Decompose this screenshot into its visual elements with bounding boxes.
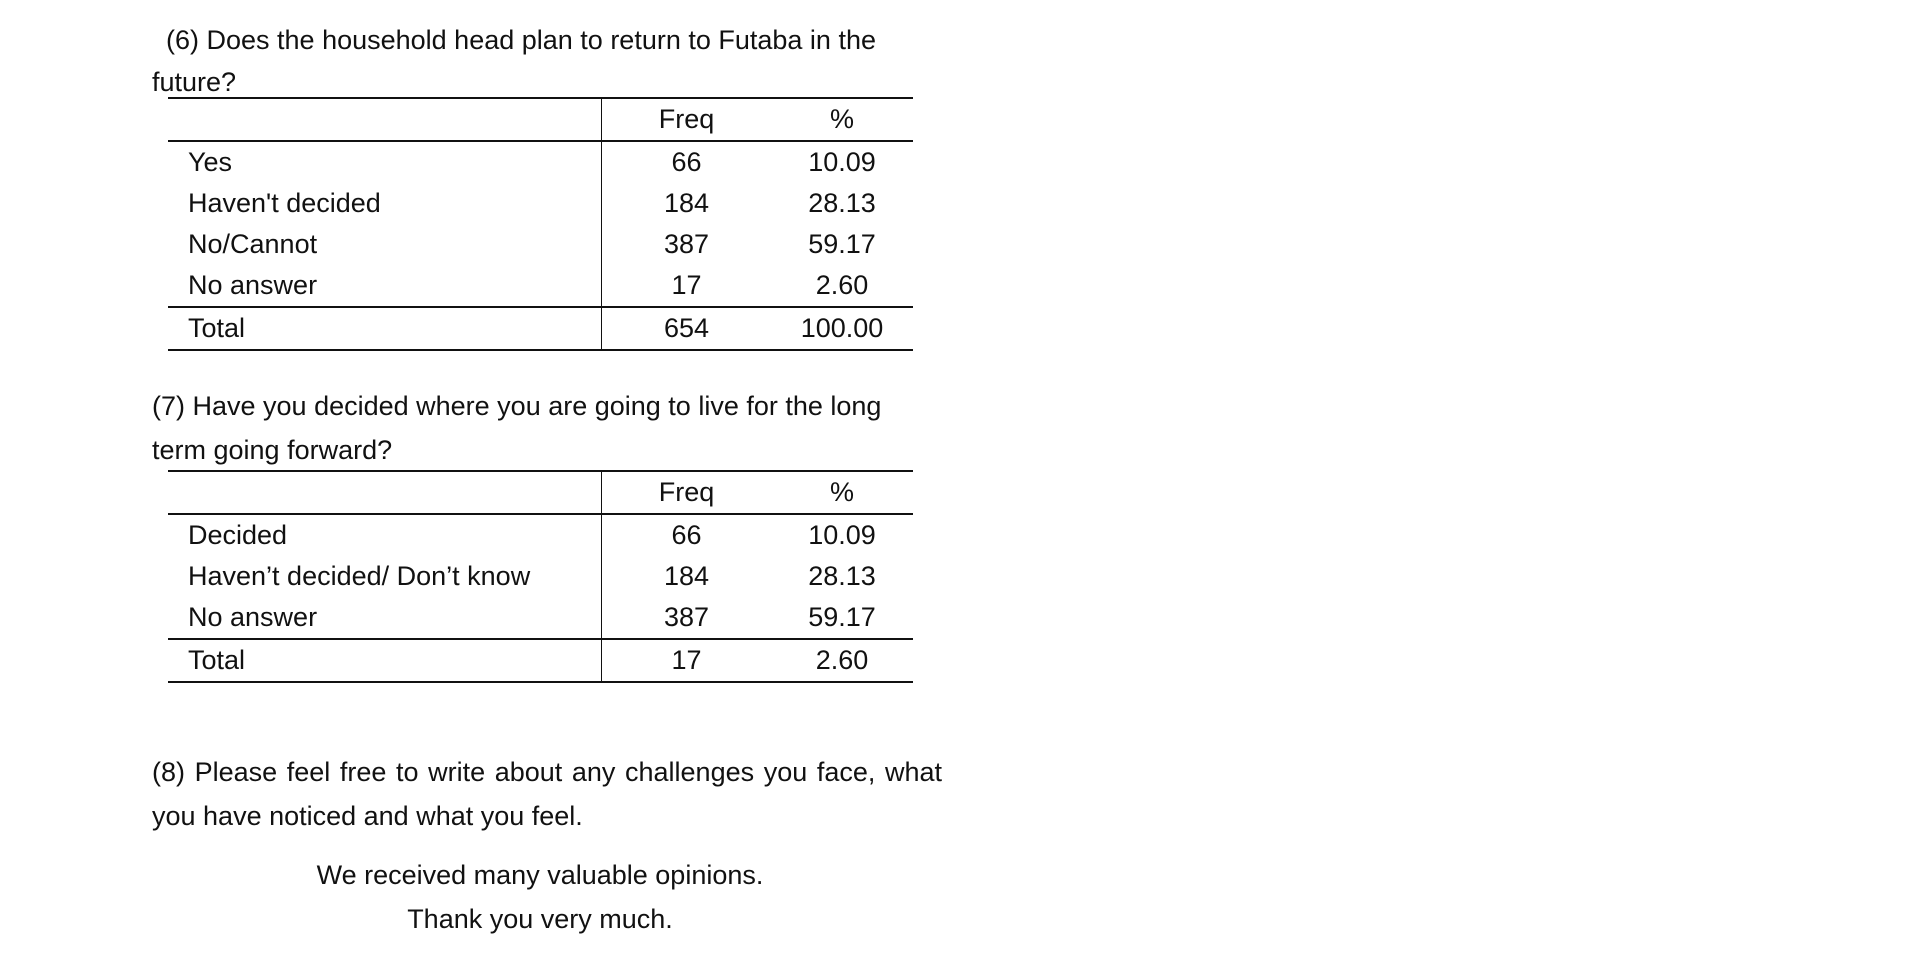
total-freq: 17 (602, 639, 772, 682)
table-row (168, 514, 913, 556)
row-freq: 66 (671, 147, 702, 177)
table-row (168, 556, 913, 597)
question-7: (7) Have you decided where you are going to live for the long term going forward? (152, 391, 882, 465)
row-pct: 10.09 (808, 520, 876, 550)
thanks-line-2: Thank you very much. (407, 904, 673, 934)
row-label: Yes (168, 141, 602, 183)
row-pct: 28.13 (808, 561, 876, 591)
row-freq: 17 (671, 270, 702, 300)
header-label (168, 98, 602, 141)
total-pct: 2.60 (771, 639, 913, 682)
header-freq: Freq (602, 98, 772, 141)
row-freq: 184 (663, 188, 710, 218)
header-freq: Freq (602, 471, 772, 514)
row-label: Haven’t decided/ Don’t know (168, 556, 602, 597)
table-row (168, 183, 913, 224)
row-label: Haven't decided (168, 183, 602, 224)
table-header (168, 471, 913, 514)
total-freq: 654 (602, 307, 772, 350)
row-pct: 59.17 (808, 229, 876, 259)
header-label (168, 471, 602, 514)
total-row (168, 307, 913, 350)
total-row (168, 639, 913, 682)
table-row (168, 597, 913, 639)
table-row (168, 265, 913, 307)
row-pct: 2.60 (815, 270, 869, 300)
row-label: No/Cannot (168, 224, 602, 265)
row-pct: 28.13 (808, 188, 876, 218)
question-6: (6) Does the household head plan to return to Futaba in the future? (152, 25, 876, 97)
thanks-line-1: We received many valuable opinions. (316, 860, 764, 890)
total-label: Total (168, 639, 602, 682)
row-freq: 184 (663, 561, 710, 591)
row-freq: 66 (671, 520, 702, 550)
row-label: No answer (168, 265, 602, 307)
row-freq: 387 (663, 602, 710, 632)
total-label: Total (168, 307, 602, 350)
table-q6 (168, 97, 913, 351)
row-label: No answer (168, 597, 602, 639)
table-header (168, 98, 913, 141)
table-row (168, 141, 913, 183)
row-pct: 10.09 (808, 147, 876, 177)
row-label: Decided (168, 514, 602, 556)
row-freq: 387 (663, 229, 710, 259)
header-pct: % (771, 471, 913, 514)
row-pct: 59.17 (808, 602, 876, 632)
total-pct: 100.00 (771, 307, 913, 350)
table-q7 (168, 470, 913, 683)
question-8: (8) Please feel free to write about any challenges you face, what you have noticed and what you feel. (152, 757, 942, 831)
table-row (168, 224, 913, 265)
header-pct: % (771, 98, 913, 141)
